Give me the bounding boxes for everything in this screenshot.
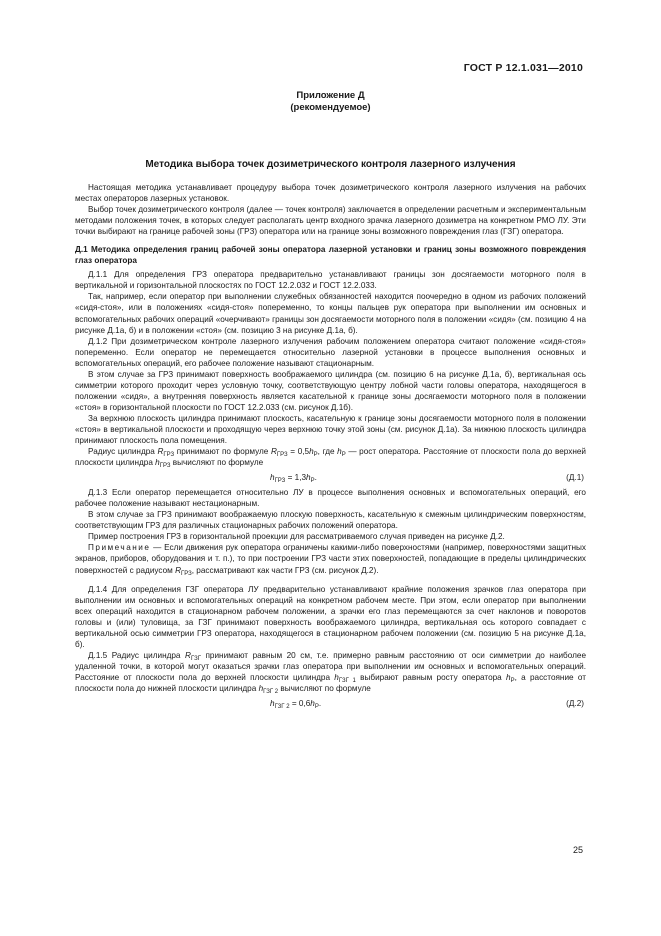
appendix-status: (рекомендуемое)	[290, 102, 371, 113]
paragraph-cylinder-surface: В этом случае за ГРЗ принимают поверхность воображаемого цилиндра (см. позицию 6 на рисунке Д.1а, б), вертикальная ось симметрии которого проходит через условную точку, соответствующую центру лобной части головы оператора, находящегося в положении «сидя», а внутренняя поверхность является касательной к границе зоны досягаемости моторного поля в положении «стоя» в горизонтальной плоскости по ГОСТ 12.2.033 (см. рисунок Д.1б).	[75, 369, 586, 412]
intro-paragraph-2: Выбор точек дозиметрического контроля (далее — точек контроля) заключается в определении расчетным и экспериментальным методами положения точек, в которых следует располагать центр входного зрачка лазерного дозиметра на конкретном РМО ЛУ. Эти точки выбирают на границе рабочей зоны (ГРЗ) оператора или на границе зоны возможного повреждения глаз (ГЗГ) оператора.	[75, 205, 586, 237]
paragraph-example-positions: Так, например, если оператор при выполнении служебных обязанностей находится поочередно в одном из рабочих положений «сидя-стоя», или в положениях «сидя-стоя» попеременно, то концы пальцев рук оператора при выполнении им основных и вспомогательных рабочих операций «очерчивают» границы зон досягаемости моторного поля в положении «сидя» (см. позицию 4 на рисунке Д.1а, б) и в положении «стоя» (см. позицию 3 на рисунке Д.1а, б).	[75, 292, 586, 335]
clause-d1-2: Д.1.2 При дозиметрическом контроле лазерного излучения рабочим положением оператора считают положение «сидя-стоя» попеременно. Если оператор не перемещается относительно лазерной установки в процессе выполнения основных и вспомогательных операций, его рабочее положение называют стационарным.	[75, 336, 586, 368]
formula-d1-number: (Д.1)	[566, 473, 584, 483]
clause-d1-3: Д.1.3 Если оператор перемещается относительно ЛУ в процессе выполнения основных и вспомогательных операций, его рабочее положение называют нестационарным.	[75, 488, 586, 509]
formula-d1-expression: $h_{ГРЗ} = 1,3h_Р$.	[270, 473, 317, 485]
page-number: 25	[572, 845, 583, 855]
clause-d1-4: Д.1.4 Для определения ГЗГ оператора ЛУ предварительно устанавливают крайние положения зрачков глаз оператора при выполнении им основных и вспомогательных операций на конкретном рабочем месте. При этом, если оператор при выполнении всех операций находится в стационарном рабочем положении, а зрачки его глаз перемещаются за счет наклонов и поворотов головы и (или) туловища, за ГЗГ принимают поверхность воображаемого цилиндра, вертикальная ось которого совпадает с вертикальной осью симметрии ГРЗ оператора, находящегося в стационарном рабочем положении (см. позицию 5 на рисунке Д.1а, б).	[75, 584, 586, 649]
intro-paragraph-1: Настоящая методика устанавливает процедуру выбора точек дозиметрического контроля лазерного излучения на рабочих местах операторов лазерных установок.	[75, 183, 586, 204]
paragraph-example-figure: Пример построения ГРЗ в горизонтальной проекции для рассматриваемого случая приведен на рисунке Д.2.	[88, 532, 505, 542]
appendix-title: Приложение Д	[296, 90, 365, 101]
formula-d2-number: (Д.2)	[566, 699, 584, 709]
standard-code: ГОСТ Р 12.1.031—2010	[463, 62, 583, 74]
formula-d2-expression: $h_{ГЗГ 2} = 0,6h_Р$.	[270, 699, 322, 711]
paragraph-cylinder-planes: За верхнюю плоскость цилиндра принимают плоскость, касательную к границе зоны досягаемости моторного поля в положении «стоя» в вертикальной плоскости и проходящую через верхнюю точку этой зоны (см. рисунок Д.1а). За нижнюю плоскость цилиндра принимают плоскость пола помещения.	[75, 413, 586, 446]
formula-d1	[75, 471, 586, 486]
note-label: Примечание	[88, 543, 151, 553]
paragraph-cylinder-radius: Радиус цилиндра $R_{ГРЗ}$ принимают по формуле $R_{ГРЗ} = 0,5h_Р$, где $h_Р$ — рост оператора. Расстояние от плоскости пола до верхней плоскости цилиндра $h_{ГРЗ}$ вычисляют по формуле	[75, 447, 586, 470]
body-text	[75, 182, 586, 713]
section-d1-title: Д.1 Методика определения границ рабочей зоны оператора лазерной установки и границ зоны возможного повреждения глаз оператора	[75, 245, 586, 266]
note-paragraph: Примечание — Если движения рук оператора ограничены какими-либо поверхностями (например, поверхностями защитных экранов, приборов, оборудования и т. п.), то при построении ГРЗ части этих поверхностей, попадающие в пределы цилиндрических поверхностей с радиусом $R_{ГРЗ}$, рассматривают как части ГРЗ (см. рисунок Д.2).	[75, 543, 586, 577]
main-title: Методика выбора точек дозиметрического контроля лазерного излучения	[145, 159, 516, 170]
clause-d1-1: Д.1.1 Для определения ГРЗ оператора предварительно устанавливают границы зон досягаемости моторного поля в вертикальной и горизонтальной плоскостях по ГОСТ 12.2.032 и ГОСТ 12.2.033.	[75, 270, 586, 291]
paragraph-nonstationary: В этом случае за ГРЗ принимают воображаемую плоскую поверхность, касательную к смежным цилиндрическим поверхностям, соответствующим ГРЗ для различных стационарных рабочих положений оператора.	[75, 510, 586, 531]
clause-d1-5: Д.1.5 Радиус цилиндра $R_{ГЗГ}$ принимают равным 20 см, т.е. примерно равным расстоянию от оси симметрии до наиболее удаленной точки, в которой могут оказаться зрачки глаз оператора при выполнении им основных и вспомогательных операций. Расстояние от плоскости пола до верхней плоскости цилиндра $h_{ГЗГ 1}$ выбирают равным росту оператора $h_Р$, а расстояние от плоскости пола до нижней плоскости цилиндра $h_{ГЗГ 2}$ вычисляют по формуле	[75, 650, 586, 695]
formula-d2	[75, 697, 586, 712]
